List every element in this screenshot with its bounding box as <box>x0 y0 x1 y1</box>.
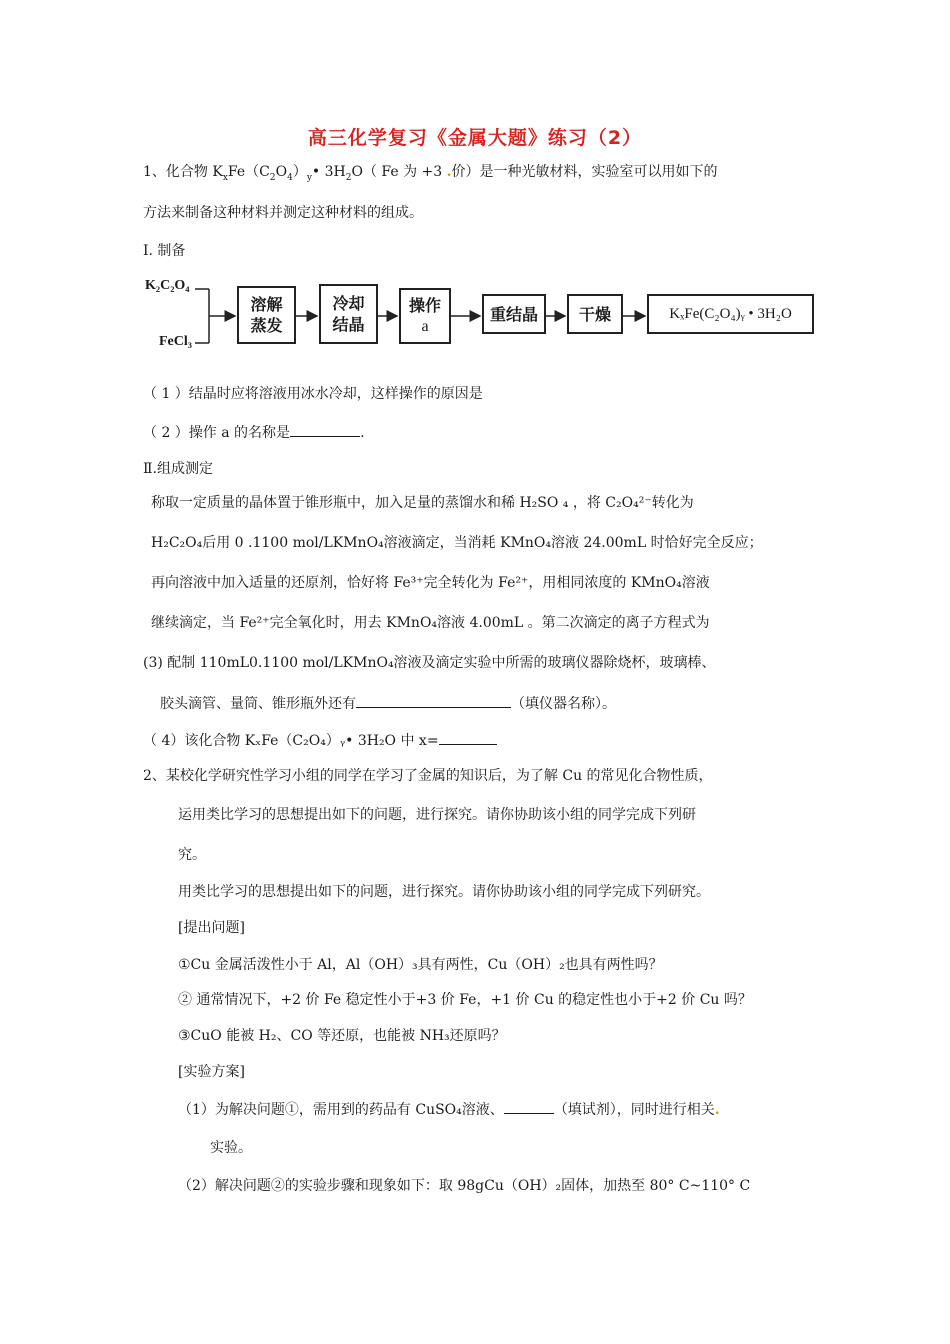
answer-blank-reagent[interactable] <box>504 1099 554 1114</box>
q1-paragraph-line1: 称取一定质量的晶体置于锥形瓶中，加入足量的蒸馏水和稀 H₂SO ₄ ，将 C₂O₄²⁻转化为 <box>151 495 694 511</box>
answer-blank-instruments[interactable] <box>356 693 511 708</box>
section-composition-heading: Ⅱ.组成测定 <box>143 461 213 477</box>
q1-text-d: ） <box>292 164 307 180</box>
q2-intro-line2: 运用类比学习的思想提出如下的问题，进行探究。请你协助该小组的同学完成下列研 <box>178 807 696 823</box>
q2-step1-text: （1）为解决问题①，需用到的药品有 CuSO₄溶液、 <box>178 1102 504 1118</box>
box1-line2: 蒸发 <box>250 316 283 335</box>
q1-subquestion-3-line1: (3) 配制 110mL0.1100 mol/LKMnO₄溶液及滴定实验中所需的玻璃仪器除烧杯，玻璃棒、 <box>143 655 716 671</box>
q1-text-c: O <box>275 164 288 180</box>
q1-sub2-text: （ 2 ）操作 a 的名称是 <box>143 425 291 441</box>
box3-line2: a <box>421 318 429 335</box>
flow-box-dry: 干燥 <box>567 294 623 334</box>
q1-text-f: O（ Fe 为 +3 <box>351 164 447 180</box>
q1-sub-2b: 2 <box>345 172 352 183</box>
flow-box-product: KₓFe(C₂O₄)ᵧ • 3H₂O <box>647 294 814 334</box>
q1-text-b: Fe（C <box>227 164 270 180</box>
q1-sub-y: y <box>306 172 312 183</box>
flow-box-recrystallize: 重结晶 <box>482 294 546 334</box>
q1-text-e: • 3H <box>311 164 346 180</box>
box1-line1: 溶解 <box>250 295 283 314</box>
preparation-flow-diagram <box>143 272 823 362</box>
q2-intro-line1: 2、某校化学研究性学习小组的同学在学习了金属的知识后，为了解 Cu 的常见化合物性质， <box>143 768 713 784</box>
reagent-fecl3: FeCl₃ <box>159 334 192 349</box>
q1-sub3-text: 胶头滴管、量筒、锥形瓶外还有 <box>160 696 356 712</box>
q1-text-a: 1、化合物 K <box>143 164 223 180</box>
q2-step-2-line1: （2）解决问题②的实验步骤和现象如下：取 98gCu（OH）₂固体，加热至 80° C~110° C <box>178 1178 751 1194</box>
q1-sub-x: x <box>222 172 228 183</box>
q2-question-item-2: ② 通常情况下，+2 价 Fe 稳定性小于+3 价 Fe，+1 价 Cu 的稳定性也小于+2 价 Cu 吗？ <box>178 992 752 1008</box>
box2-line2: 结晶 <box>332 315 365 334</box>
q1-intro-line2: 方法来制备这种材料并测定这种材料的组成。 <box>143 205 423 221</box>
q1-dot-mark: . <box>446 164 452 180</box>
q1-paragraph-line3: 再向溶液中加入适量的还原剂，恰好将 Fe³⁺完全转化为 Fe²⁺，用相同浓度的 KMnO₄溶液 <box>151 575 710 591</box>
q2-intro-line4: 用类比学习的思想提出如下的问题，进行探究。请你协助该小组的同学完成下列研究。 <box>178 884 710 900</box>
q1-paragraph-line2: H₂C₂O₄后用 0 .1100 mol/LKMnO₄溶液滴定，当消耗 KMnO₄溶液 24.00mL 时恰好完全反应； <box>151 535 763 551</box>
q1-sub3-suffix: （填仪器名称）。 <box>511 696 616 712</box>
flow-box-cool-crystallize <box>319 284 378 344</box>
q2-dot-mark: . <box>714 1102 720 1118</box>
q2-step-1-line2: 实验。 <box>210 1140 252 1156</box>
q1-subquestion-1: （ 1 ）结晶时应将溶液用冰水冷却，这样操作的原因是 <box>143 386 483 402</box>
answer-blank-x[interactable] <box>439 730 497 745</box>
q1-sub2-period: . <box>360 425 365 441</box>
q2-question-item-1: ①Cu 金属活泼性小于 Al，Al（OH）₃具有两性，Cu（OH）₂也具有两性吗？ <box>178 957 663 973</box>
q1-subquestion-4 <box>143 730 497 751</box>
q1-text-g: 价）是一种光敏材料，实验室可以用如下的 <box>451 164 718 180</box>
document-title: 高三化学复习《金属大题》练习（2） <box>307 127 643 149</box>
q2-heading-questions: [提出问题] <box>178 920 245 936</box>
box2-line1: 冷却 <box>332 294 365 313</box>
reagent-k2c2o4: K₂C₂O₄ <box>145 278 190 293</box>
q1-subquestion-3-line2 <box>160 693 616 714</box>
q1-subquestion-2 <box>143 422 365 443</box>
q1-paragraph-line4: 继续滴定，当 Fe²⁺完全氧化时，用去 KMnO₄溶液 4.00mL 。第二次滴定的离子方程式为 <box>151 615 710 631</box>
answer-blank-operation-a[interactable] <box>290 422 360 437</box>
section-preparation-heading: Ⅰ. 制备 <box>143 243 186 259</box>
q2-heading-plan: [实验方案] <box>178 1064 245 1080</box>
q2-step-1-line1 <box>178 1099 720 1120</box>
q1-sub-2: 2 <box>269 172 276 183</box>
q2-step1-suffix: （填试剂），同时进行相关 <box>553 1102 715 1118</box>
q1-sub-4: 4 <box>287 172 293 183</box>
flow-box-operation-a <box>399 288 451 344</box>
flow-box-dissolve-evaporate <box>237 286 296 344</box>
box3-line1: 操作 <box>408 296 441 315</box>
q2-intro-line3: 究。 <box>178 847 206 863</box>
q1-intro-line1 <box>143 162 718 188</box>
q2-question-item-3: ③CuO 能被 H₂、CO 等还原，也能被 NH₃还原吗？ <box>178 1028 506 1044</box>
q1-sub4-text: （ 4）该化合物 KₓFe（C₂O₄）ᵧ• 3H₂O 中 x= <box>143 733 439 749</box>
